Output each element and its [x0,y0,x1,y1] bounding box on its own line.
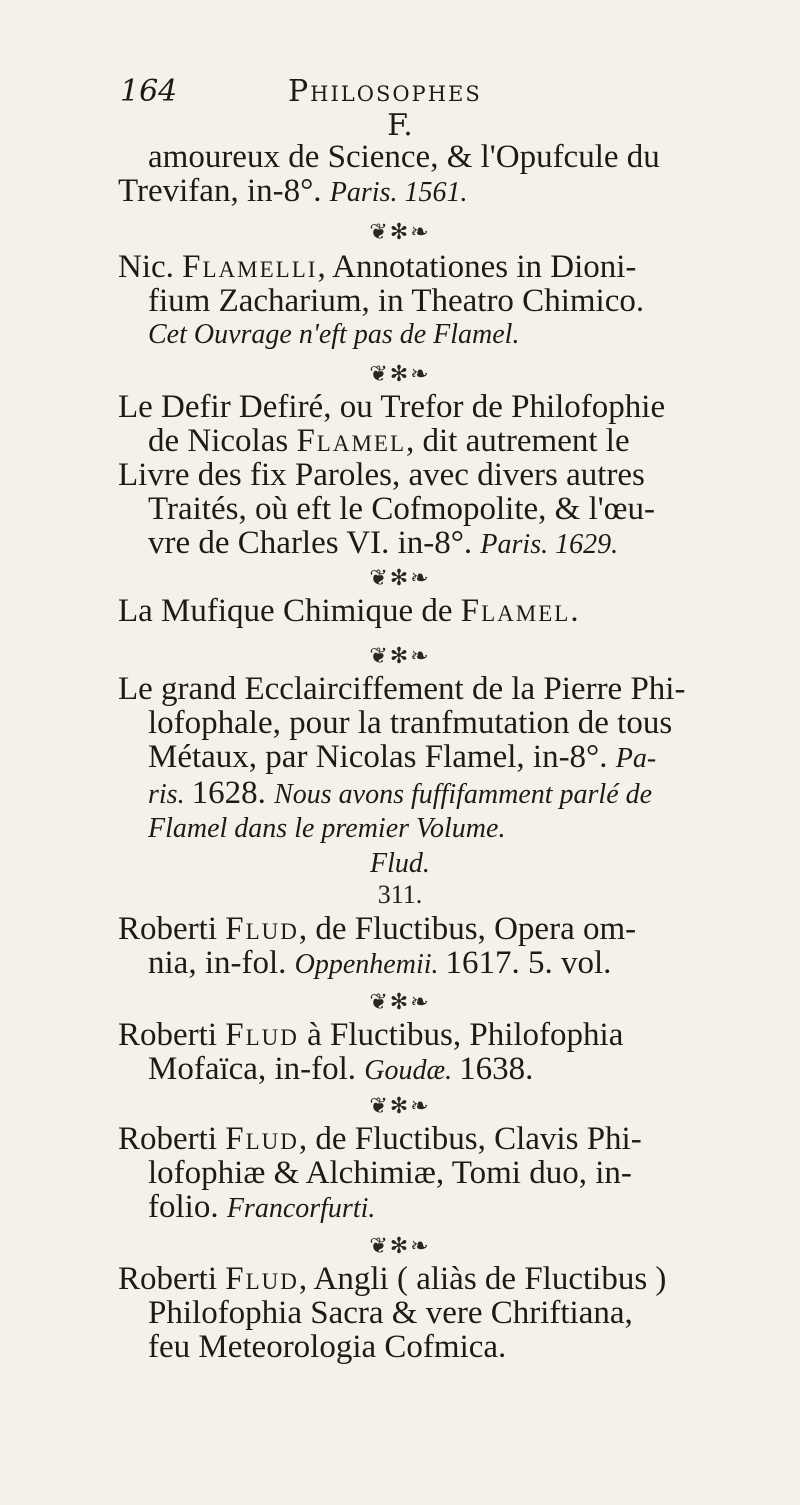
entry-line: lofophiæ & Alchimiæ, Tomi duo, in- [148,1155,632,1191]
ornament-divider: ❦✻❧ [369,220,431,245]
fludd-heading: Flud. [370,848,430,879]
imprint: Paris. 1629. [480,529,619,560]
entry-fludd-philosophia-mosaica [118,1018,763,1088]
ornament-divider: ❦✻❧ [369,566,431,591]
entry-line: feu Meteorologia Cofmica. [148,1329,507,1365]
author-name: Flamel [296,423,407,459]
ornament-divider: ❦✻❧ [369,362,431,387]
entry-fludd-opera [118,912,763,982]
entry-text: 1628. [191,775,275,811]
imprint: Pa- [615,743,657,774]
entry-fludd-philosophia-sacra [118,1262,763,1364]
section-letter: F. [387,108,413,143]
entry-text: Roberti [118,911,226,947]
author-name: Flud [225,1121,299,1157]
entry-line: fium Zacharium, in Theatro Chimico. [148,283,645,319]
entry-desir-desire [118,390,763,562]
entry-text: Roberti [118,1017,226,1053]
ornament-divider: ❦✻❧ [369,1094,431,1119]
entry-trevisan [118,140,763,210]
entry-text: Roberti [118,1261,226,1297]
author-name: Flud [225,911,299,947]
imprint: Francorfurti. [226,1193,376,1224]
entry-flamelli-annotationes [118,250,763,352]
ornament-divider: ❦✻❧ [369,990,431,1015]
entry-text: Métaux, par Nicolas Flamel, in-8°. [148,739,616,775]
entry-text: , de Fluctibus, Clavis Phi- [298,1121,642,1157]
ornament-divider: ❦✻❧ [369,644,431,669]
author-name: Flud [225,1261,299,1297]
author-name: Flamelli [182,249,318,285]
entry-line: Traités, où eft le Cofmopolite, & l'œu- [148,491,656,527]
entry-text: Roberti [118,1121,226,1157]
entry-musique-chimique [118,594,763,628]
entry-number: 311. [377,880,423,909]
entry-text: , Annotationes in Dioni- [317,249,637,285]
entry-text: nia, in-fol. [148,945,295,981]
page-number: 164 [120,74,178,109]
entry-line: Le grand Ecclairciffement de la Pierre Phi- [118,671,686,707]
imprint: Goudæ. [364,1055,460,1086]
entry-line: amoureux de Science, & l'Opufcule du [148,139,660,175]
entry-grand-eclaircissement [118,672,763,846]
author-name: Flamel. [460,593,581,629]
imprint: Oppenhemii. [294,949,446,980]
entry-line: Livre des fix Paroles, avec divers autres [118,457,645,493]
entry-text: de Nicolas [148,423,297,459]
imprint: Paris. 1561. [329,177,468,208]
entry-text: 1638. [459,1051,534,1087]
editor-note: Nous avons fuffifamment parlé de [274,779,653,810]
entry-text: , Angli ( aliàs de Fluctibus ) [298,1261,667,1297]
entry-text: Mofaïca, in-fol. [148,1051,365,1087]
entry-line: lofophale, pour la tranfmutation de tous [148,705,673,741]
ornament-divider: ❦✻❧ [369,1234,431,1259]
entry-text: à Fluctibus, Philofophia [298,1017,624,1053]
entry-text: 1617. 5. vol. [445,945,612,981]
editor-note: Flamel dans le premier Volume. [148,813,506,844]
entry-fludd-clavis [118,1122,763,1226]
running-title: Philosophes [288,74,482,109]
imprint: ris. [148,779,192,810]
entry-text: , dit autrement le [406,423,630,459]
entry-text: Trevifan, in-8°. [118,173,330,209]
editor-note: Cet Ouvrage n'eft pas de Flamel. [148,319,520,350]
entry-text: , de Fluctibus, Opera om- [298,911,637,947]
entry-text: La Mufique Chimique de [118,593,461,629]
entry-text: folio. [148,1189,227,1225]
entry-line: Philofophia Sacra & vere Chriftiana, [148,1295,633,1331]
entry-text: Nic. [118,249,183,285]
entry-line: Le Defir Defiré, ou Trefor de Philofophie [118,389,666,425]
author-name: Flud [225,1017,299,1053]
entry-text: vre de Charles VI. in-8°. [148,525,481,561]
